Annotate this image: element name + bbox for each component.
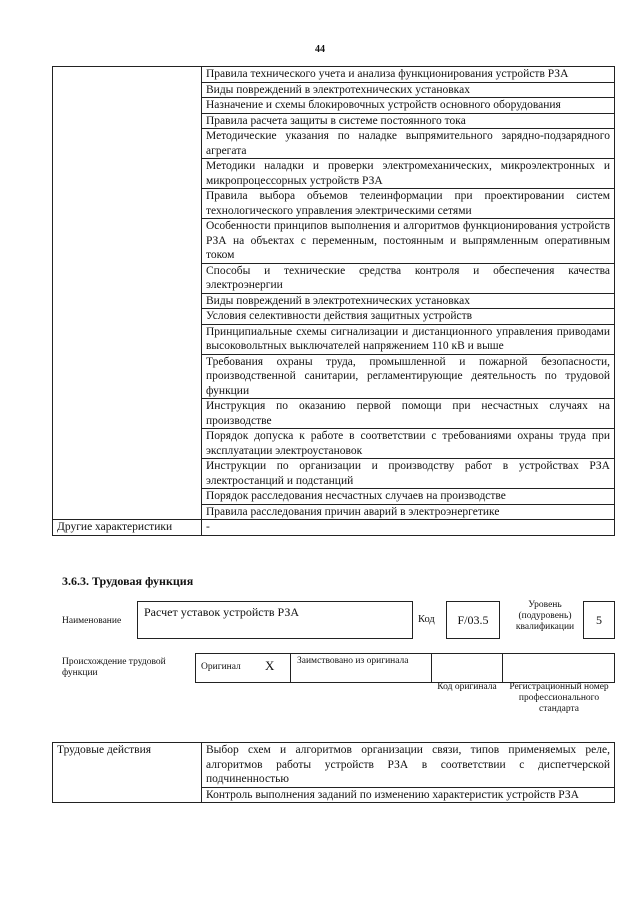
other-characteristics-label: Другие характеристики: [53, 520, 202, 536]
requirement-item: Порядок допуска к работе в соответствии с требованиями охраны труда при эксплуатации электроустановок: [202, 429, 615, 459]
requirement-item: Правила технического учета и анализа функционирования устройств РЗА: [202, 67, 615, 83]
requirement-item: Способы и технические средства контроля и обеспечения качества электроэнергии: [202, 263, 615, 293]
origin-label: Происхождение трудовой функции: [62, 657, 166, 678]
function-name-value: Расчет уставок устройств РЗА: [144, 605, 300, 619]
original-label: Оригинал: [201, 662, 241, 672]
reg-caption: Регистрационный номер профессионального стандарта: [509, 682, 609, 714]
other-characteristics-row: [53, 520, 615, 536]
level-label: Уровень (подуровень) квалификации: [515, 600, 575, 632]
section-title: 3.6.3. Трудовая функция: [62, 574, 194, 588]
requirement-item: Правила выбора объемов телеинформации при проектировании систем технологического управления электрическими сетями: [202, 189, 615, 219]
other-characteristics-value: -: [202, 520, 615, 536]
requirement-item: Особенности принципов выполнения и алгоритмов функционирования устройств РЗА на объектах с переменным, постоянным и выпрямленным оперативным током: [202, 219, 615, 264]
name-label: Наименование: [62, 616, 122, 626]
action-row: [53, 743, 615, 788]
requirement-item: Условия селективности действия защитных устройств: [202, 309, 615, 325]
requirement-row: [53, 67, 615, 83]
requirements-label-cell: [53, 67, 202, 520]
actions-label: Трудовые действия: [53, 743, 202, 803]
code-caption: Код оригинала: [437, 682, 497, 692]
function-name-box: [137, 601, 413, 639]
requirement-item: Виды повреждений в электротехнических установках: [202, 82, 615, 98]
requirement-item: Правила расследования причин аварий в электроэнергетике: [202, 504, 615, 520]
requirement-item: Методические указания по наладке выпрямительного зарядно-подзарядного агрегата: [202, 129, 615, 159]
requirement-item: Принципиальные схемы сигнализации и дистанционного управления приводами высоковольтных выключателей напряжением 110 кВ и выше: [202, 324, 615, 354]
page-number: 44: [315, 44, 325, 55]
requirement-item: Правила расчета защиты в системе постоянного тока: [202, 113, 615, 129]
level-value: 5: [583, 601, 615, 639]
requirement-item: Инструкция по оказанию первой помощи при несчастных случаях на производстве: [202, 399, 615, 429]
requirements-table: [52, 66, 615, 536]
original-mark: X: [265, 658, 275, 673]
action-item: Контроль выполнения заданий по изменению характеристик устройств РЗА: [202, 787, 615, 803]
function-code-value: F/03.5: [446, 601, 500, 639]
requirement-item: Порядок расследования несчастных случаев на производстве: [202, 489, 615, 505]
requirement-item: Методики наладки и проверки электромеханических, микроэлектронных и микропроцессорных устройств РЗА: [202, 159, 615, 189]
actions-table: [52, 742, 615, 803]
requirement-item: Назначение и схемы блокировочных устройств основного оборудования: [202, 98, 615, 114]
requirement-item: Виды повреждений в электротехнических установках: [202, 293, 615, 309]
requirement-item: Требования охраны труда, промышленной и пожарной безопасности, производственной санитарии, регламентирующие деятельность по трудовой функции: [202, 354, 615, 399]
borrowed-label: Заимствовано из оригинала: [297, 656, 409, 666]
code-label: Код: [418, 614, 435, 625]
requirement-item: Инструкции по организации и производству работ в устройствах РЗА электростанций и подстанций: [202, 459, 615, 489]
action-item: Выбор схем и алгоритмов организации связи, типов применяемых реле, алгоритмов работы устройств РЗА в соответствии с диспетчерской подчиненностью: [202, 743, 615, 788]
